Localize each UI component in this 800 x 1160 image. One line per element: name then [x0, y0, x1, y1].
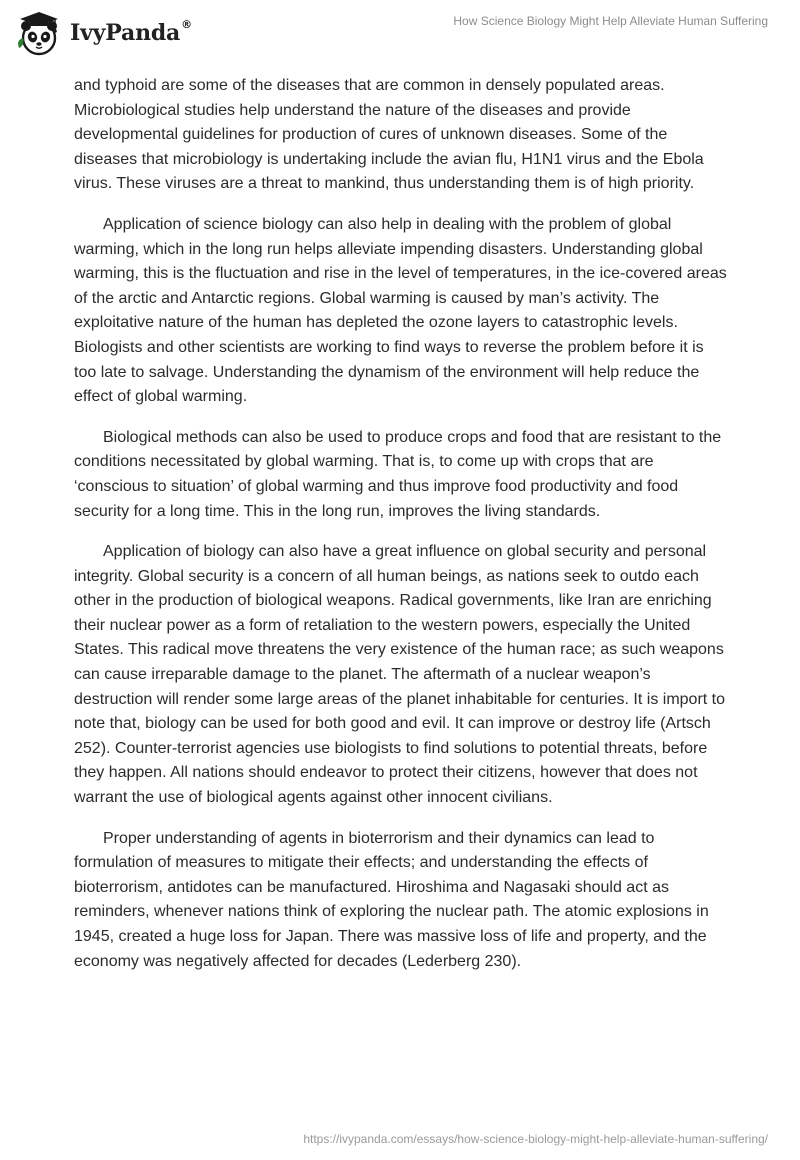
panda-graduation-cap-icon [14, 8, 64, 58]
source-url-link[interactable]: https://ivypanda.com/essays/how-science-biology-might-help-alleviate-human-suffering/ [303, 1132, 768, 1146]
document-title: How Science Biology Might Help Alleviate Human Suffering [453, 14, 768, 28]
logo-wordmark [70, 20, 192, 46]
paragraph-5: Proper understanding of agents in bioterrorism and their dynamics can lead to formulation of measures to mitigate their effects; and understanding the effects of bioterrorism, antidotes can be manufactured. Hiroshima and Nagasaki should act as reminders, whenever nations think of exploring the nuclear path. The atomic explosions in 1945, created a huge loss for Japan. There was massive loss of life and property, and the economy was negatively affected for decades (Lederberg 230). [74, 829, 709, 970]
paragraph-3: Biological methods can also be used to produce crops and food that are resistant to the conditions necessitated by global warming. That is, to come up with crops that are ‘conscious to situation’ of global warming and thus improve food productivity and food security for a long time. This in the long run, improves the living standards. [74, 428, 722, 520]
essay-body [74, 74, 730, 990]
ivypanda-logo[interactable] [14, 8, 192, 58]
logo-name: IvyPanda [70, 20, 181, 46]
registered-mark: ® [181, 18, 192, 31]
paragraph-4: Application of biology can also have a great influence on global security and personal integrity. Global security is a concern of all human beings, as nations seek to outdo each other in the production of biological weapons. Radical governments, like Iran are enriching their nuclear power as a form of retaliation to the western powers, especially the United States. This radical move threatens the very existence of the human race; as such weapons can cause irreparable damage to the planet. The aftermath of a nuclear weapon’s destruction will render some large areas of the planet inhabitable for centuries. It is import to note that, biology can be used for both good and evil. It can improve or destroy life (Artsch 252). Counter-terrorist agencies use biologists to find solutions to potential threats, before they happen. All nations should endeavor to protect their citizens, however that does not warrant the use of biological agents against other innocent civilians. [74, 543, 725, 807]
paragraph-2: Application of science biology can also help in dealing with the problem of global warming, which in the long run helps alleviate impending disasters. Understanding global warming, this is the fluctuation and rise in the level of temperatures, in the ice-covered areas of the arctic and Antarctic regions. Global warming is caused by man’s activity. The exploitative nature of the human has depleted the ozone layers to catastrophic levels. Biologists and other scientists are working to find ways to reverse the problem before it is too late to salvage. Understanding the dynamism of the environment will help reduce the effect of global warming. [74, 215, 727, 406]
paragraph-1: and typhoid are some of the diseases that are common in densely populated areas. Microbiological studies help understand the nature of the diseases and provide developmental guidelines for production of cures of unknown diseases. Some of the diseases that microbiology is undertaking include the avian flu, H1N1 virus and the Ebola virus. These viruses are a threat to mankind, thus understanding them is of high priority. [74, 77, 704, 193]
page-header [0, 0, 800, 66]
